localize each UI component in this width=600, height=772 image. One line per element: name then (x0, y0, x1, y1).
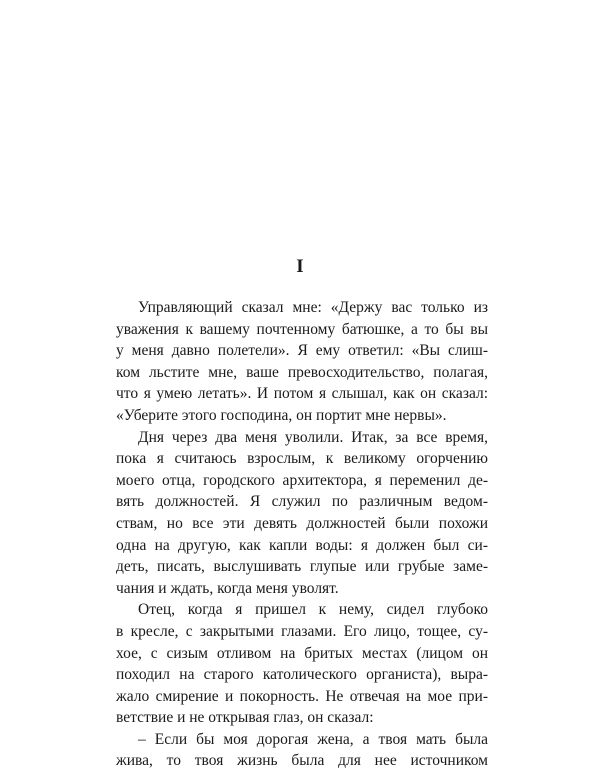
text-line: что я умею летать». И потом я слышал, как он сказал: (116, 385, 488, 403)
text-line: «Уберите этого господина, он портит мне нервы». (116, 406, 447, 424)
text-line: чания и ждать, когда меня уволят. (116, 579, 339, 597)
text-line: моего отца, городского архитектора, я переменил де- (116, 471, 488, 489)
chapter-number: I (296, 256, 304, 277)
text-line: ветствие и не открывая глаз, он сказал: (116, 709, 374, 727)
text-line: ствам, но все эти девять должностей были похожи (116, 514, 488, 532)
text-line: в кресле, с закрытыми глазами. Его лицо, тощее, су- (116, 622, 488, 640)
text-line: Отец, когда я пришел к нему, сидел глубоко (138, 601, 488, 619)
text-line: Управляющий сказал мне: «Держу вас только из (138, 299, 488, 316)
text-line: ком льстите мне, ваше превосходительство, полагая, (116, 363, 488, 381)
text-line: уважения к вашему почтенному батюшке, а то бы вы (116, 320, 488, 338)
text-line: походил на старого католического органиста), выра- (116, 666, 488, 684)
text-line: жива, то твоя жизнь была для нее источником (116, 752, 488, 770)
text-line: – Если бы моя дорогая жена, а твоя мать была (138, 730, 488, 748)
text-line: деть, писать, выслушивать глупые или грубые заме- (116, 558, 488, 576)
text-line: пока я считаюсь взрослым, к великому огорчению (116, 450, 488, 468)
text-line: у меня давно полетели». Я ему ответил: «Вы слиш- (116, 342, 488, 360)
text-line: одна на другую, как капли воды: я должен был си- (116, 536, 488, 554)
body-text (116, 297, 488, 772)
text-line: Дня через два меня уволили. Итак, за все время, (138, 428, 488, 446)
text-line: хое, с сизым отливом на бритых местах (лицом он (116, 644, 488, 662)
text-line: вять должностей. Я служил по различным ведом- (116, 493, 488, 511)
text-line: жало смирение и покорность. Не отвечая на мое при- (116, 687, 488, 705)
